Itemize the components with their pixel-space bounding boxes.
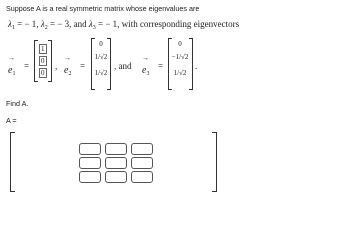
- answer-a12-input[interactable]: [105, 143, 127, 155]
- comma-1: ,: [55, 61, 58, 71]
- answer-a22-input[interactable]: [105, 157, 127, 169]
- answer-label: A =: [6, 116, 17, 125]
- answer-a32-input[interactable]: [105, 171, 127, 183]
- e2-entry-1: 0: [99, 40, 103, 48]
- eigenvalues-line: $\lambda_1$ = − 1, $\lambda_2$ = − 3, and $\lambda_3$ = − 1, with corresponding eigenvectors: [8, 19, 240, 31]
- e1-entry-2: 0: [41, 57, 45, 65]
- and-before-e3: , and: [114, 61, 132, 71]
- period: .: [195, 61, 198, 71]
- e3-equals: =: [158, 61, 164, 71]
- e3-entry-2: −1/√2: [171, 53, 189, 61]
- e3-entry-1: 0: [178, 40, 182, 48]
- eigenvectors-tail: , with corresponding eigenvectors: [117, 19, 240, 29]
- lambda-3-sub: 3: [92, 25, 96, 31]
- lambda-3-value: − 1: [105, 19, 118, 29]
- lambda-1-sub: 1: [11, 25, 15, 31]
- e2-equals: =: [80, 61, 86, 71]
- problem-intro: Suppose A is a real symmetric matrix whose eigenvalues are: [6, 4, 200, 13]
- lambda-1-symbol: λ: [8, 19, 12, 29]
- e2-right-bracket: [107, 38, 111, 90]
- answer-a13-input[interactable]: [131, 143, 153, 155]
- answer-a21-input[interactable]: [79, 157, 101, 169]
- e1-left-bracket: [34, 40, 38, 82]
- lambda-3-symbol: λ: [88, 19, 93, 29]
- answer-a31-input[interactable]: [79, 171, 101, 183]
- lambda-2-sub: 2: [44, 25, 48, 31]
- and-text: , and: [69, 19, 87, 29]
- e2-entry-2: 1/√2: [94, 53, 108, 61]
- e1-entry-1: 1: [41, 45, 45, 53]
- answer-matrix-right-bracket: [212, 132, 217, 192]
- e2-name: → e2: [64, 54, 72, 77]
- e1-entry-3: 0: [41, 69, 45, 77]
- find-a-text: Find A.: [6, 99, 29, 108]
- e1-name: → e1: [8, 54, 16, 77]
- e3-name: → e3: [142, 54, 150, 77]
- lambda-2-value: − 3: [57, 19, 70, 29]
- e2-entry-3: 1/√2: [94, 69, 108, 77]
- answer-a33-input[interactable]: [131, 171, 153, 183]
- answer-matrix-left-bracket: [10, 132, 15, 192]
- answer-a23-input[interactable]: [131, 157, 153, 169]
- lambda-1-value: − 1: [24, 19, 37, 29]
- answer-a11-input[interactable]: [79, 143, 101, 155]
- e3-right-bracket: [189, 38, 193, 90]
- e1-equals: =: [24, 61, 30, 71]
- e1-right-bracket: [48, 40, 52, 82]
- lambda-2-symbol: λ: [40, 19, 45, 29]
- e3-entry-3: 1/√2: [173, 69, 187, 77]
